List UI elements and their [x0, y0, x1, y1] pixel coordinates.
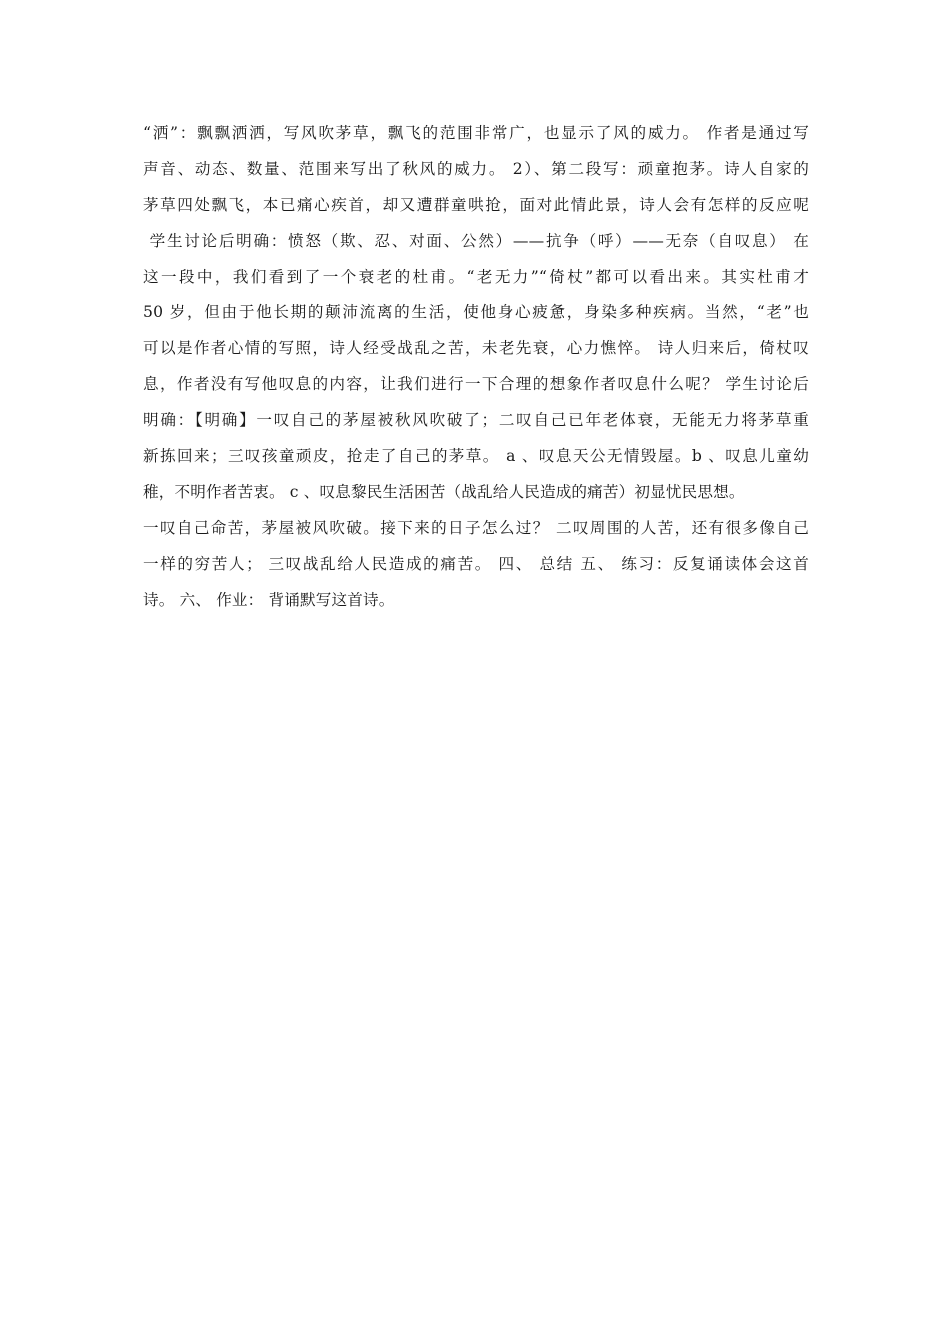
text-line: 息，作者没有写他叹息的内容，让我们进行一下合理的想象作者叹息什么呢？ 学生讨论后	[143, 375, 809, 394]
text-line: 一样的穷苦人； 三叹战乱给人民造成的痛苦。 四、 总结 五、 练习：反复诵读体会这首	[143, 554, 809, 573]
text-line: 这一段中，我们看到了一个衰老的杜甫。“老无力”“倚杖”都可以看出来。其实杜甫才	[143, 267, 809, 286]
text-line: “洒”：飘飘洒洒，写风吹茅草，飘飞的范围非常广，也显示了风的威力。 作者是通过写	[143, 124, 809, 142]
text-line: 一叹自己命苦，茅屋被风吹破。接下来的日子怎么过？ 二叹周围的人苦，还有很多像自己	[143, 518, 809, 537]
text-line: 稚，不明作者苦衷。 c 、叹息黎民生活困苦（战乱给人民造成的痛苦）初显忧民思想。	[143, 482, 745, 501]
text-line: 茅草四处飘飞，本已痛心疾首，却又遭群童哄抢，面对此情此景，诗人会有怎样的反应呢	[143, 195, 809, 214]
text-line: 声音、动态、数量、范围来写出了秋风的威力。 2）、第二段写：顽童抱茅。诗人自家的	[143, 159, 809, 178]
text-line: 学生讨论后明确：愤怒（欺、忍、对面、公然）——抗争（呼）——无奈（自叹息） 在	[143, 231, 809, 250]
text-line: 诗。 六、 作业： 背诵默写这首诗。	[143, 590, 395, 609]
text-line: 可以是作者心情的写照，诗人经受战乱之苦，未老先衰，心力憔悴。 诗人归来后，倚杖叹	[143, 339, 809, 358]
text-line: 新拣回来；三叹孩童顽皮，抢走了自己的茅草。 a 、叹息天公无情毁屋。b 、叹息儿童幼	[143, 447, 809, 466]
body-text	[143, 116, 809, 618]
text-line: 50 岁，但由于他长期的颠沛流离的生活，使他身心疲惫，身染多种疾病。当然，“老”也	[143, 303, 809, 322]
text-line: 明确：【明确】一叹自己的茅屋被秋风吹破了；二叹自己已年老体衰，无能无力将茅草重	[143, 411, 809, 430]
